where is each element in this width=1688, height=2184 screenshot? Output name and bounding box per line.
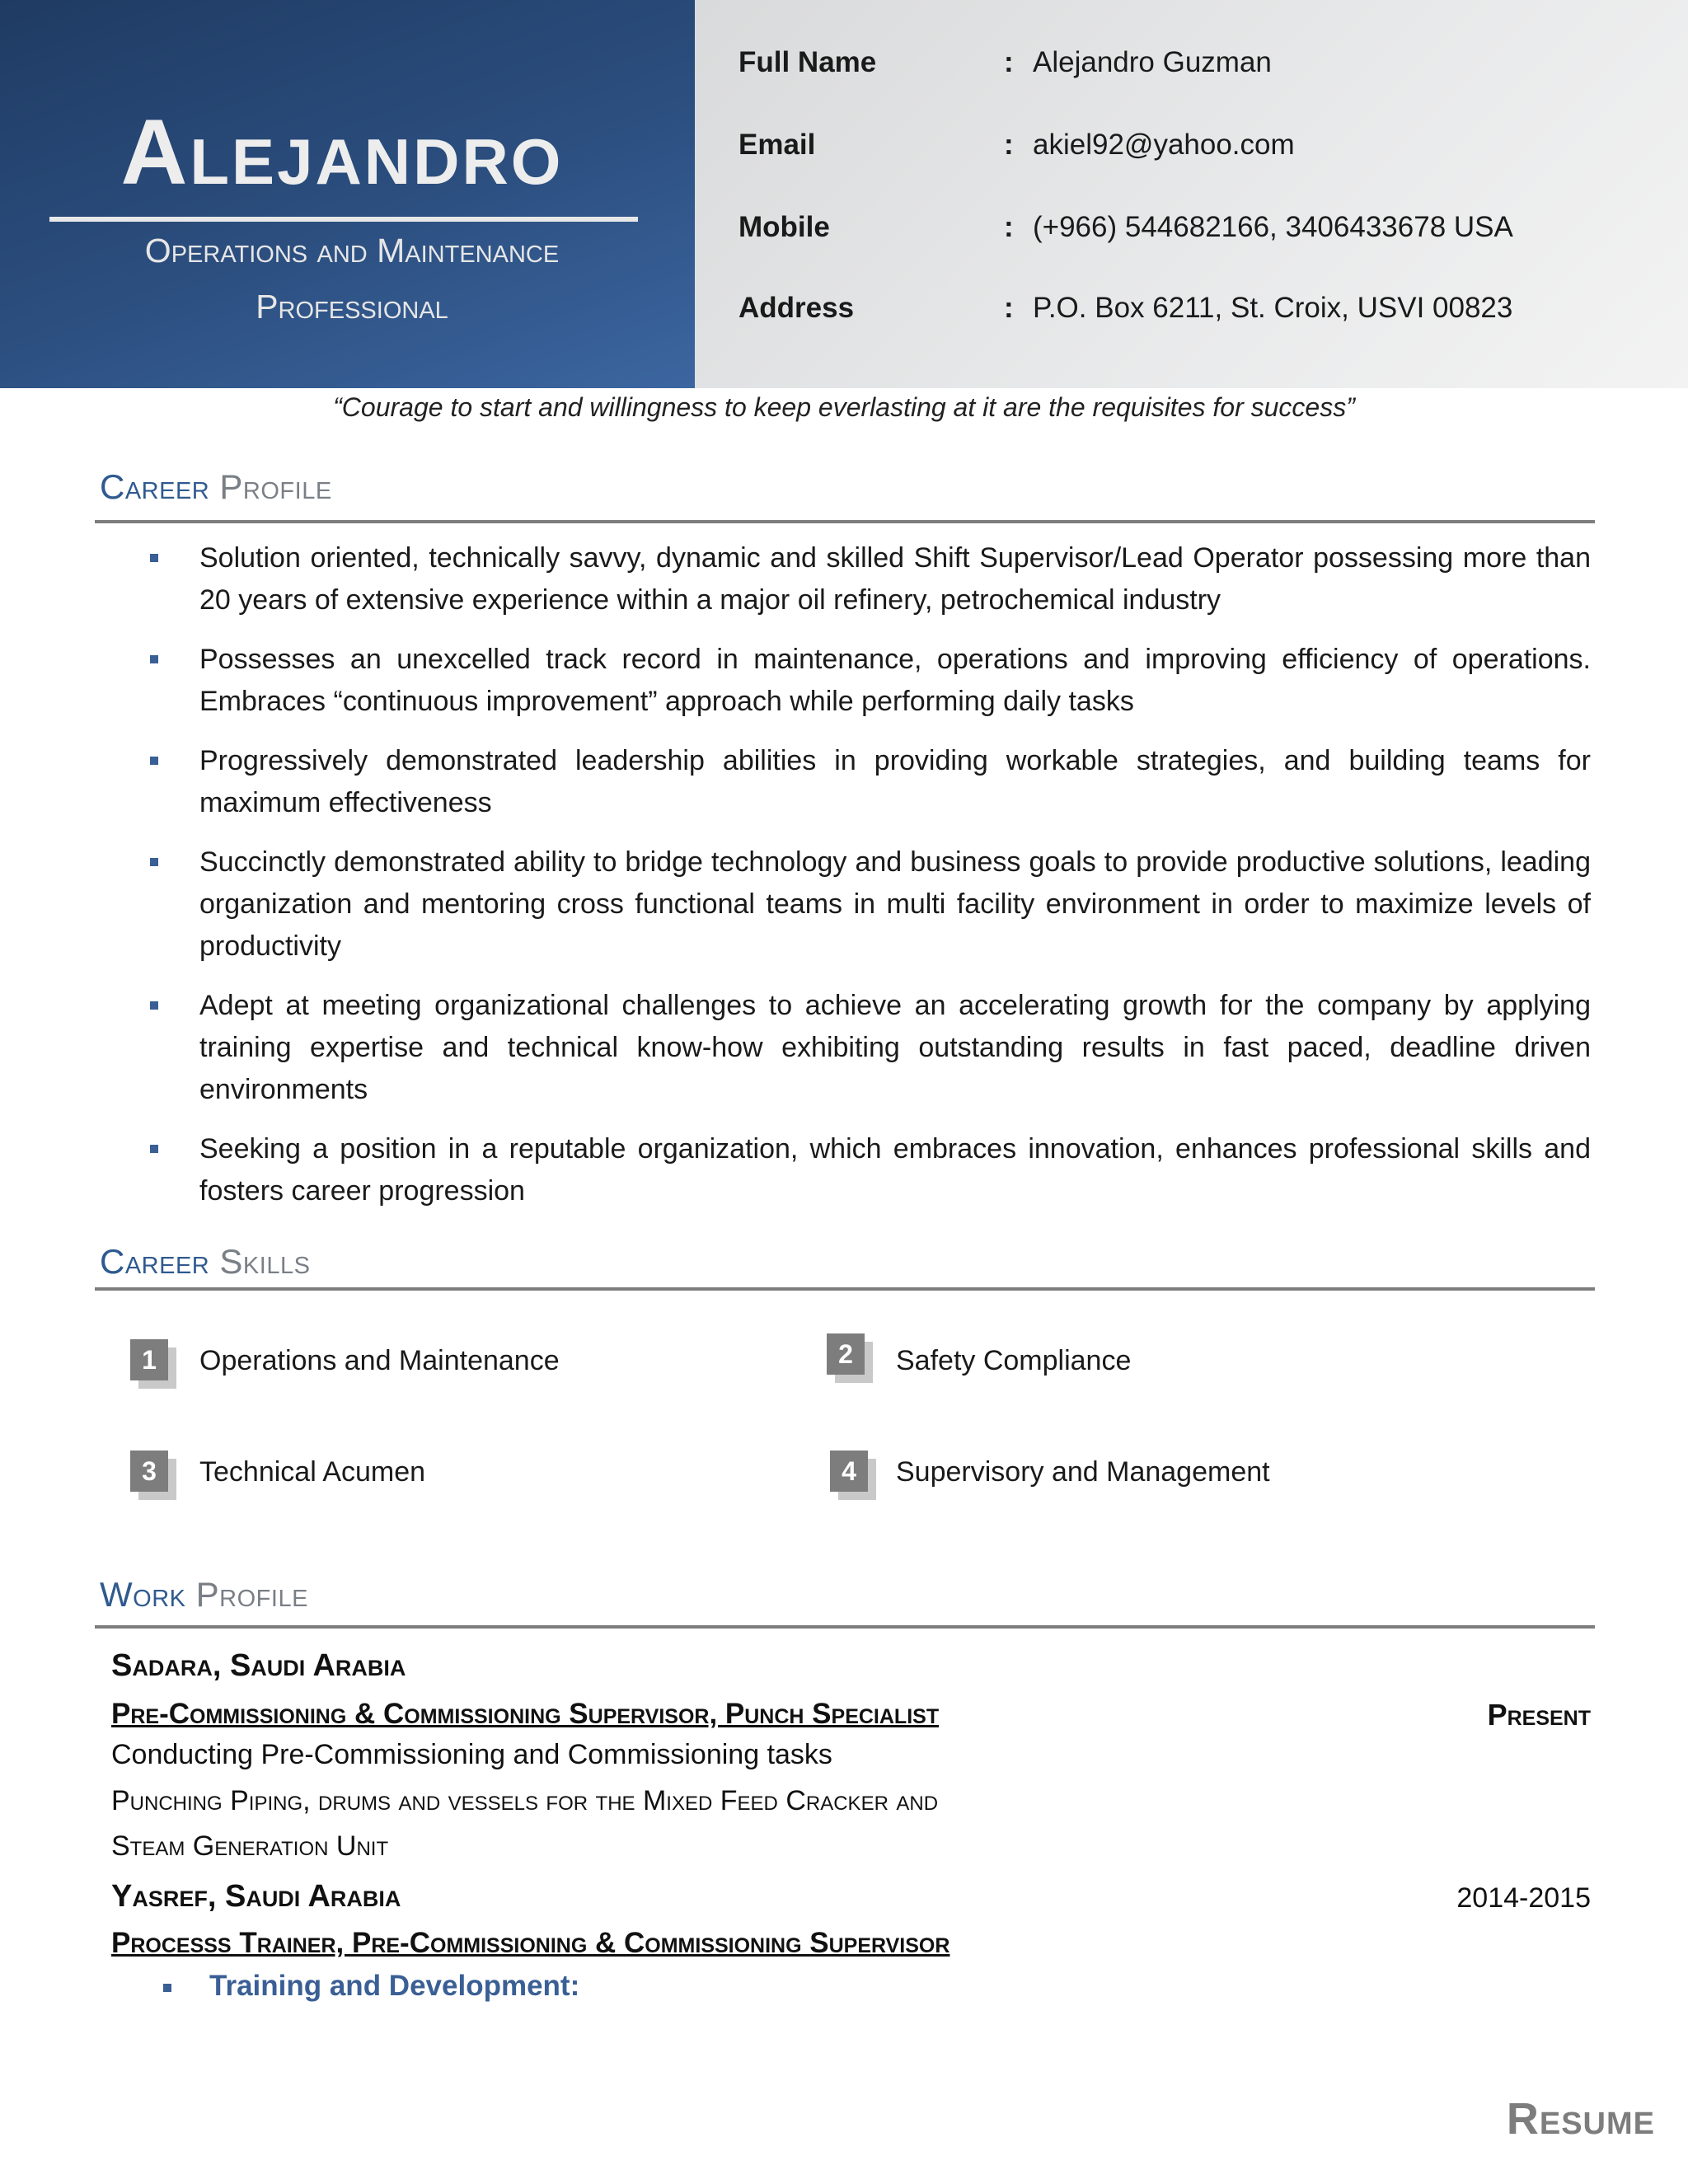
bullet-square-icon [150, 757, 158, 765]
section-title-rest: Profile [219, 467, 332, 506]
bullet-square-icon [150, 858, 158, 866]
skill-label: Operations and Maintenance [199, 1345, 560, 1376]
list-item: Adept at meeting organizational challenges to achieve an accelerating growth for the company by applying training expertise and technical know-how exhibiting outstanding results in fast paced, deadline driven environments [148, 985, 1591, 1111]
section-divider [95, 1287, 1595, 1291]
list-item: Possesses an unexcelled track record in maintenance, operations and improving efficiency of operations. Embraces “continuous improvement” approach while performing daily tasks [148, 639, 1591, 723]
list-item: Progressively demonstrated leadership abilities in providing workable strategies, and building teams for maximum effectiveness [148, 740, 1591, 824]
contact-value: Alejandro Guzman [1033, 46, 1272, 78]
section-title-work-profile [100, 1575, 308, 1615]
email-link[interactable]: akiel92@yahoo.com [1033, 129, 1295, 161]
contact-value: P.O. Box 6211, St. Croix, USVI 00823 [1033, 292, 1513, 324]
job-period: 2014-2015 [1456, 1882, 1591, 1914]
skill-number-badge: 1 [130, 1339, 168, 1380]
section-title-career-skills [100, 1242, 310, 1282]
job-subsection [163, 1970, 579, 2003]
bullet-square-icon [163, 1984, 171, 1992]
contact-colon: : [1004, 46, 1014, 78]
job-role: Processs Trainer, Pre-Commissioning & Commissioning Supervisor [111, 1927, 950, 1959]
bullet-square-icon [150, 1145, 158, 1153]
job-company: Yasref, Saudi Arabia [111, 1879, 401, 1914]
contact-label: Email [738, 129, 816, 161]
section-title-career-profile [100, 467, 332, 507]
contact-label: Full Name [738, 46, 877, 78]
motto-quote: “Courage to start and willingness to keep everlasting at it are the requisites for success” [333, 392, 1355, 422]
list-item: Solution oriented, technically savvy, dynamic and skilled Shift Supervisor/Lead Operator possessing more than 20 years of extensive experience within a major oil refinery, petrochemical industry [148, 537, 1591, 621]
contact-panel [695, 0, 1688, 388]
section-title-accent: Work [100, 1575, 186, 1614]
skill-label: Safety Compliance [896, 1345, 1132, 1376]
contact-value: (+966) 544682166, 3406433678 USA [1033, 211, 1513, 243]
section-divider [95, 520, 1595, 523]
bullet-square-icon [150, 554, 158, 562]
skill-number-badge: 3 [130, 1451, 168, 1492]
section-title-rest: Profile [195, 1575, 308, 1614]
skill-label: Technical Acumen [199, 1456, 426, 1488]
contact-colon: : [1004, 211, 1014, 243]
skill-label: Supervisory and Management [896, 1456, 1270, 1488]
bullet-square-icon [150, 1001, 158, 1010]
contact-label: Address [738, 292, 855, 324]
candidate-title [49, 223, 654, 335]
section-title-accent: Career [100, 467, 210, 506]
list-item: Succinctly demonstrated ability to bridge technology and business goals to provide productive solutions, leading organization and mentoring cross functional teams in multi facility environment in order to maximize levels of productivity [148, 841, 1591, 968]
section-divider [95, 1625, 1595, 1629]
job-description: Conducting Pre-Commissioning and Commissioning tasks [111, 1739, 832, 1770]
job-company: Sadara, Saudi Arabia [111, 1648, 406, 1683]
skill-number-badge: 2 [827, 1333, 865, 1375]
job-period: Present [1487, 1698, 1591, 1732]
list-item: Seeking a position in a reputable organization, which embraces innovation, enhances professional skills and fosters career progression [148, 1128, 1591, 1212]
section-title-rest: Skills [219, 1242, 311, 1281]
contact-colon: : [1004, 129, 1014, 161]
name-divider [49, 217, 638, 222]
candidate-name: Alejandro [120, 101, 564, 204]
section-title-accent: Career [100, 1242, 210, 1281]
contact-colon: : [1004, 292, 1014, 324]
job-role: Pre-Commissioning & Commissioning Supervisor, Punch Specialist [111, 1698, 940, 1730]
skill-number-badge: 4 [830, 1451, 868, 1492]
title-line-1: Operations and Maintenance [144, 232, 560, 269]
footer-brand: Resume [1506, 2094, 1655, 2144]
job-description: Punching Piping, drums and vessels for the Mixed Feed Cracker and [111, 1785, 939, 1816]
contact-label: Mobile [738, 211, 830, 243]
header-banner [0, 0, 695, 388]
bullet-square-icon [150, 655, 158, 663]
career-profile-list [148, 537, 1591, 1212]
title-line-2: Professional [256, 288, 448, 326]
job-description: Steam Generation Unit [111, 1830, 389, 1862]
subsection-heading: Training and Development: [209, 1970, 580, 2002]
